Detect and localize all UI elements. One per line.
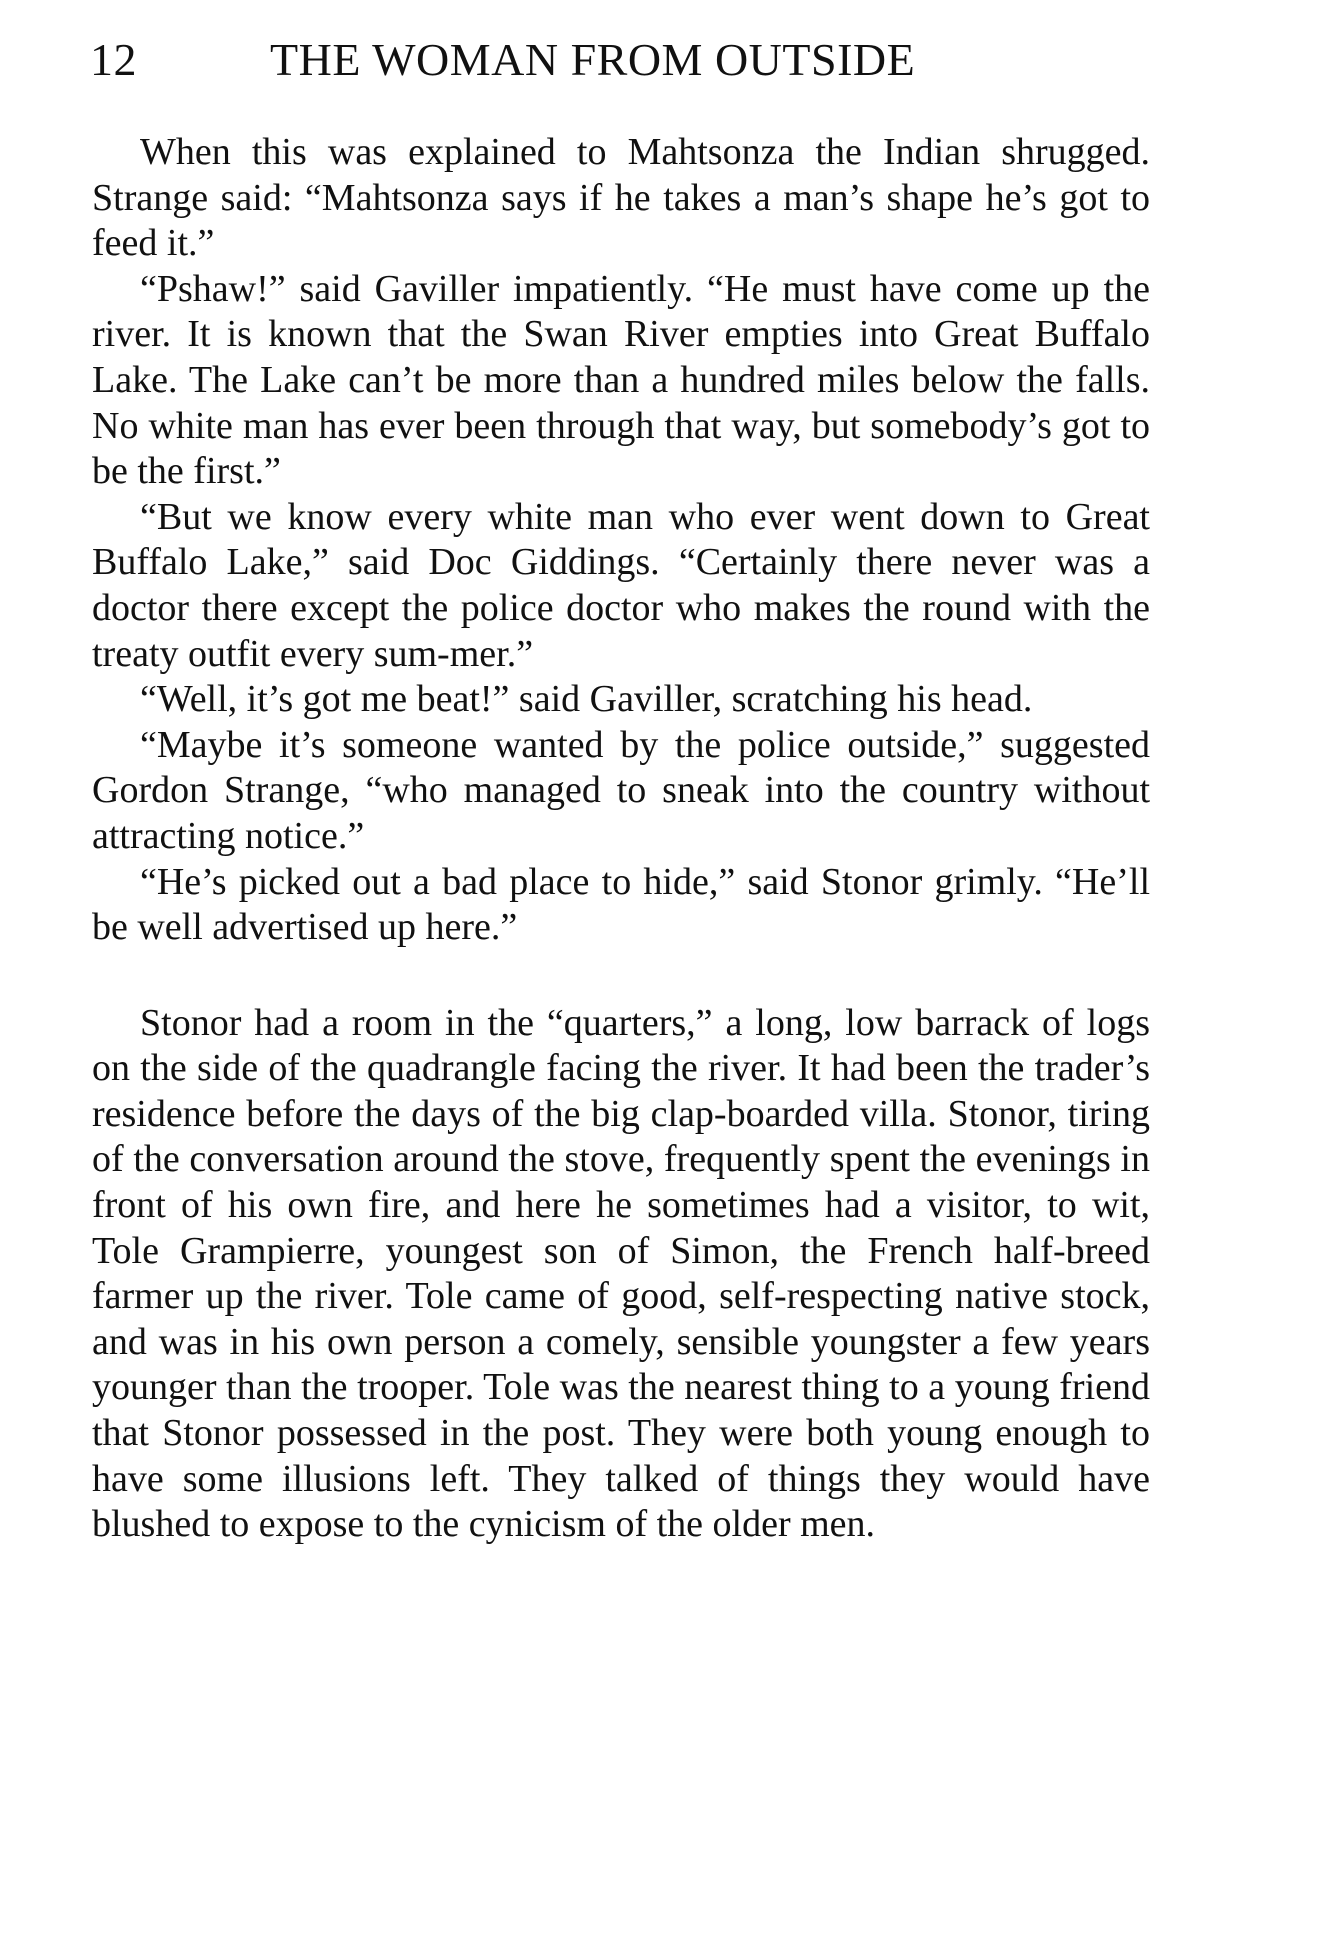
- body-text: [92, 130, 1150, 1548]
- section-break: [92, 951, 1150, 1001]
- page-number: 12: [90, 34, 137, 85]
- paragraph: “But we know every white man who ever went down to Great Buffalo Lake,” said Doc Giddings. “Certainly there never was a doctor there except the police doctor who makes the round with the treaty outfit every sum-mer.”: [92, 495, 1150, 675]
- paragraph: “Maybe it’s someone wanted by the police outside,” suggested Gordon Strange, “who managed to sneak into the country without attracting notice.”: [92, 723, 1150, 857]
- paragraph: “Well, it’s got me beat!” said Gaviller, scratching his head.: [140, 678, 1033, 721]
- running-title: THE WOMAN FROM OUTSIDE: [270, 34, 916, 85]
- paragraph: “He’s picked out a bad place to hide,” said Stonor grimly. “He’ll be well advertised up here.”: [92, 860, 1150, 949]
- paragraph: “Pshaw!” said Gaviller impatiently. “He must have come up the river. It is known that the Swan River empties into Great Buffalo Lake. The Lake can’t be more than a hundred miles below the falls. No white man has ever been through that way, but somebody’s got to be the first.”: [92, 267, 1150, 493]
- paragraph: When this was explained to Mahtsonza the Indian shrugged. Strange said: “Mahtsonza says if he takes a man’s shape he’s got to feed it.”: [92, 131, 1150, 265]
- paragraph: Stonor had a room in the “quarters,” a long, low barrack of logs on the side of the quadrangle facing the river. It had been the trader’s residence before the days of the big clap-boarded villa. Stonor, tiring of the conversation around the stove, frequently spent the evenings in front of his own fire, and here he sometimes had a visitor, to wit, Tole Grampierre, youngest son of Simon, the French half-breed farmer up the river. Tole came of good, self-respecting native stock, and was in his own person a comely, sensible youngster a few years younger than the trooper. Tole was the nearest thing to a young friend that Stonor possessed in the post. They were both young enough to have some illusions left. They talked of things they would have blushed to expose to the cynicism of the older men.: [92, 1001, 1150, 1546]
- running-header: [90, 30, 1150, 90]
